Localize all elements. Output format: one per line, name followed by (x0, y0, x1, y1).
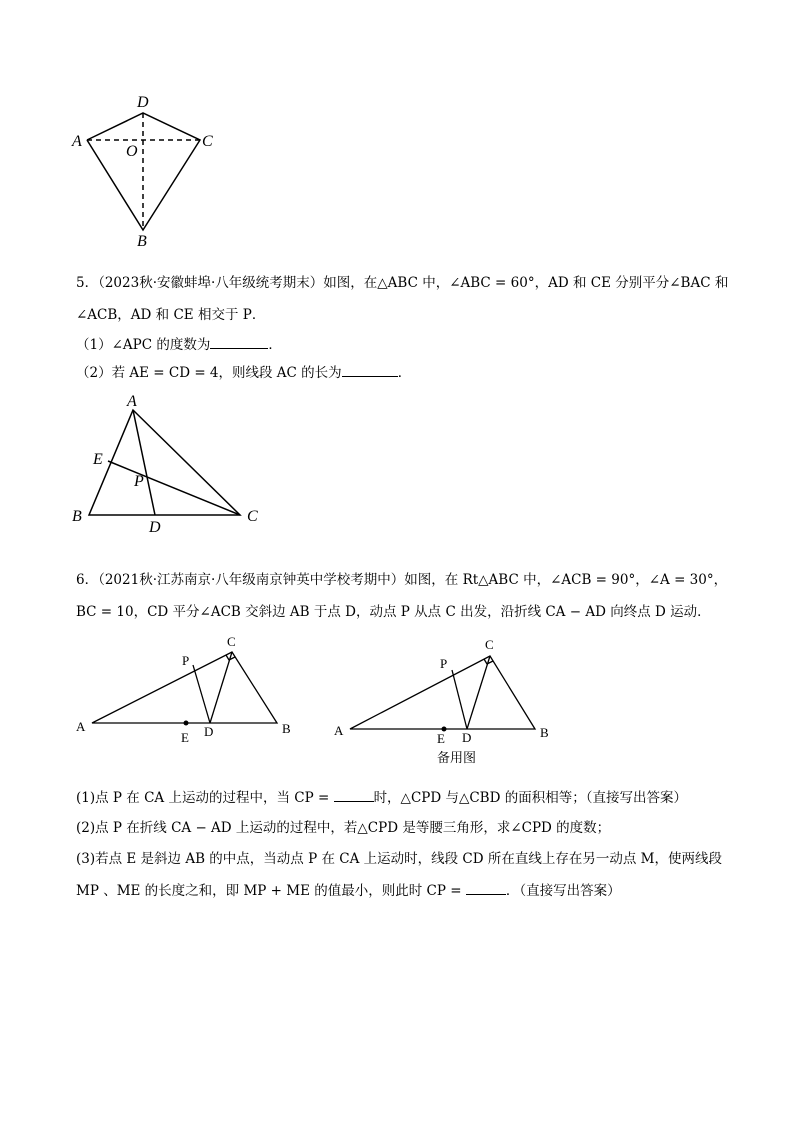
label-e-left: E (181, 730, 189, 745)
label-b-right: B (540, 725, 549, 740)
q6-stem-line1: 6．（2021秋·江苏南京·八年级南京钟英中学校考期中）如图，在 Rt△ABC 中，∠ACB = 90°，∠A = 30°， (76, 572, 728, 588)
label-b: B (72, 508, 82, 525)
label-a-left: A (76, 719, 86, 734)
label-a: A (72, 133, 82, 150)
q6-sub3-end: ．（直接写出答案） (505, 883, 621, 899)
label-c-right: C (485, 637, 494, 652)
segment-cd-left (210, 652, 232, 723)
q5-part2-end: ． (397, 365, 412, 381)
q6-sub2: (2)点 P 在折线 CA − AD 上运动的过程中，若△CPD 是等腰三角形，求∠CPD 的度数； (76, 820, 611, 836)
segment-cd-right (467, 656, 490, 729)
label-d-right: D (462, 730, 472, 745)
label-a: A (127, 393, 137, 410)
label-p-left: P (182, 653, 190, 668)
answer-blank (334, 787, 374, 802)
q6-sub3-line2 (76, 880, 621, 901)
q6-sub3-text: MP 、ME 的长度之和，即 MP + ME 的值最小，则此时 CP = (76, 883, 466, 899)
label-p: P (134, 473, 144, 490)
label-b: B (137, 233, 147, 250)
segment-pd-right (452, 670, 467, 729)
q5-part1-text: （1）∠APC 的度数为 (76, 337, 211, 353)
q5-stem-line2: ∠ACB，AD 和 CE 相交于 P． (76, 307, 266, 323)
label-c-left: C (227, 634, 236, 649)
q6-sub1-end: 时，△CPD 与△CBD 的面积相等；（直接写出答案） (373, 790, 687, 806)
q6-stem-line2: BC = 10，CD 平分∠ACB 交斜边 AB 于点 D，动点 P 从点 C 出发，沿折线 CA − AD 向终点 D 运动． (76, 604, 711, 620)
q5-part1-end: ． (268, 337, 282, 353)
label-o: O (126, 143, 138, 160)
q5-part2-text: （2）若 AE = CD = 4，则线段 AC 的长为 (76, 365, 342, 381)
label-p-right: P (440, 656, 448, 671)
label-d-left: D (204, 724, 214, 739)
point-e-left (184, 721, 189, 726)
spare-figure-caption: 备用图 (437, 751, 477, 766)
q6-sub1 (76, 787, 687, 808)
q5-stem-line1: 5．（2023秋·安徽蚌埠·八年级统考期末）如图，在△ABC 中，∠ABC = 60°，AD 和 CE 分别平分∠BAC 和 (76, 275, 729, 291)
label-e-right: E (437, 731, 445, 746)
label-c: C (202, 133, 213, 150)
answer-blank (466, 880, 506, 895)
q6-sub1-text: (1)点 P 在 CA 上运动的过程中，当 CP = (76, 790, 334, 806)
label-c: C (247, 508, 258, 525)
label-d: D (137, 94, 149, 111)
segment-pd-left (193, 665, 210, 723)
label-d: D (149, 519, 161, 536)
label-a-right: A (334, 723, 344, 738)
label-e: E (93, 451, 103, 468)
q6-sub3-line1: (3)若点 E 是斜边 AB 的中点，当动点 P 在 CA 上运动时，线段 CD 所在直线上存在另一动点 M，使两线段 (76, 851, 722, 867)
label-b-left: B (282, 721, 291, 736)
